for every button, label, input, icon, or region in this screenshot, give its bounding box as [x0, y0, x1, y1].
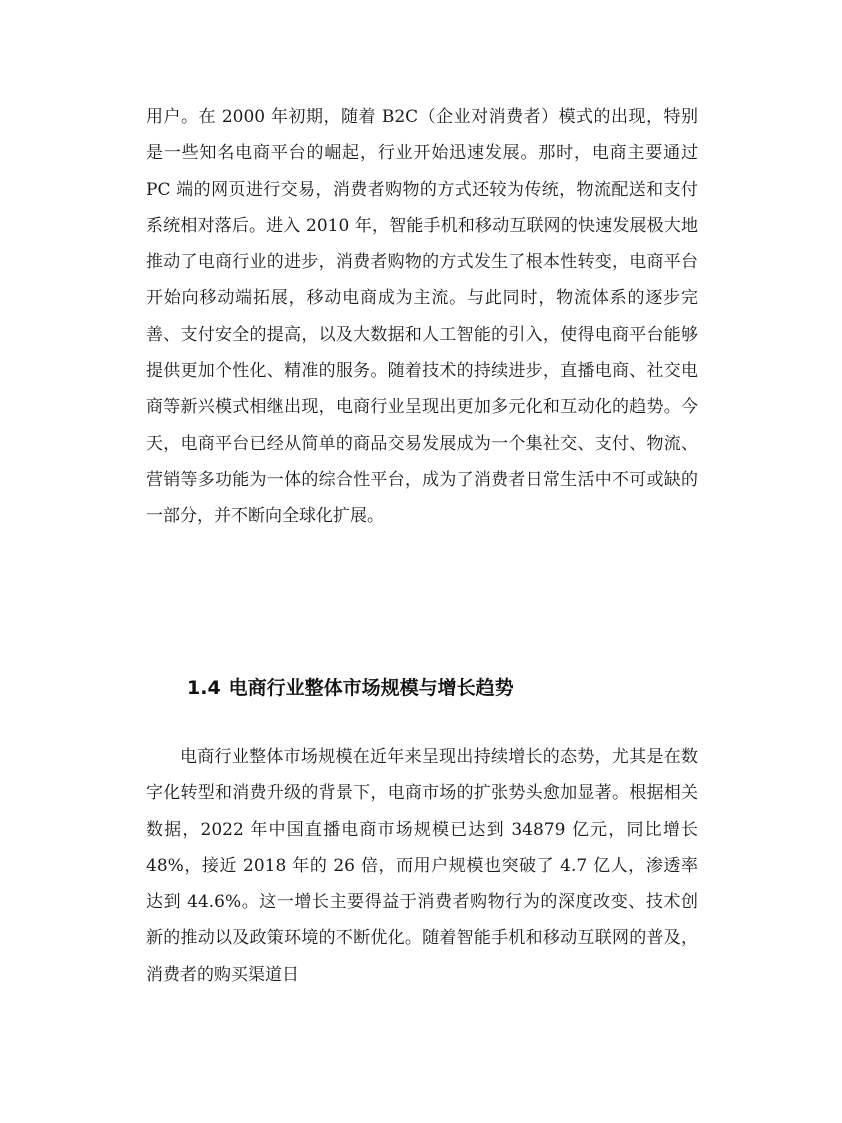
section-number: 1.4 [187, 677, 221, 699]
body-paragraph: 电商行业整体市场规模在近年来呈现出持续增长的态势，尤其是在数字化转型和消费升级的背景下，电商市场的扩张势头愈加显著。根据相关数据，2022 年中国直播电商市场规模已达到 34879 亿元，同比增长 48%，接近 2018 年的 26 倍，而用户规模也突破了 4.7 亿人，渗透率达到 44.6%。这一增长主要得益于消费者购物行为的深度改变、技术创新的推动以及政策环境的不断优化。随着智能手机和移动互联网的普及，消费者的购买渠道日 [146, 747, 698, 985]
section-heading [187, 674, 514, 702]
body-paragraph: 用户。在 2000 年初期，随着 B2C（企业对消费者）模式的出现，特别是一些知名电商平台的崛起，行业开始迅速发展。那时，电商主要通过 PC 端的网页进行交易，消费者购物的方式还较为传统，物流配送和支付系统相对落后。进入 2010 年，智能手机和移动互联网的快速发展极大地推动了电商行业的进步，消费者购物的方式发生了根本性转变，电商平台开始向移动端拓展，移动电商成为主流。与此同时，物流体系的逐步完善、支付安全的提高，以及大数据和人工智能的引入，使得电商平台能够提供更加个性化、精准的服务。随着技术的持续进步，直播电商、社交电商等新兴模式相继出现，电商行业呈现出更加多元化和互动化的趋势。今天，电商平台已经从简单的商品交易发展成为一个集社交、支付、物流、营销等多功能为一体的综合性平台，成为了消费者日常生活中不可或缺的一部分，并不断向全球化扩展。 [146, 107, 698, 527]
section-title: 电商行业整体市场规模与增长趋势 [228, 677, 514, 699]
